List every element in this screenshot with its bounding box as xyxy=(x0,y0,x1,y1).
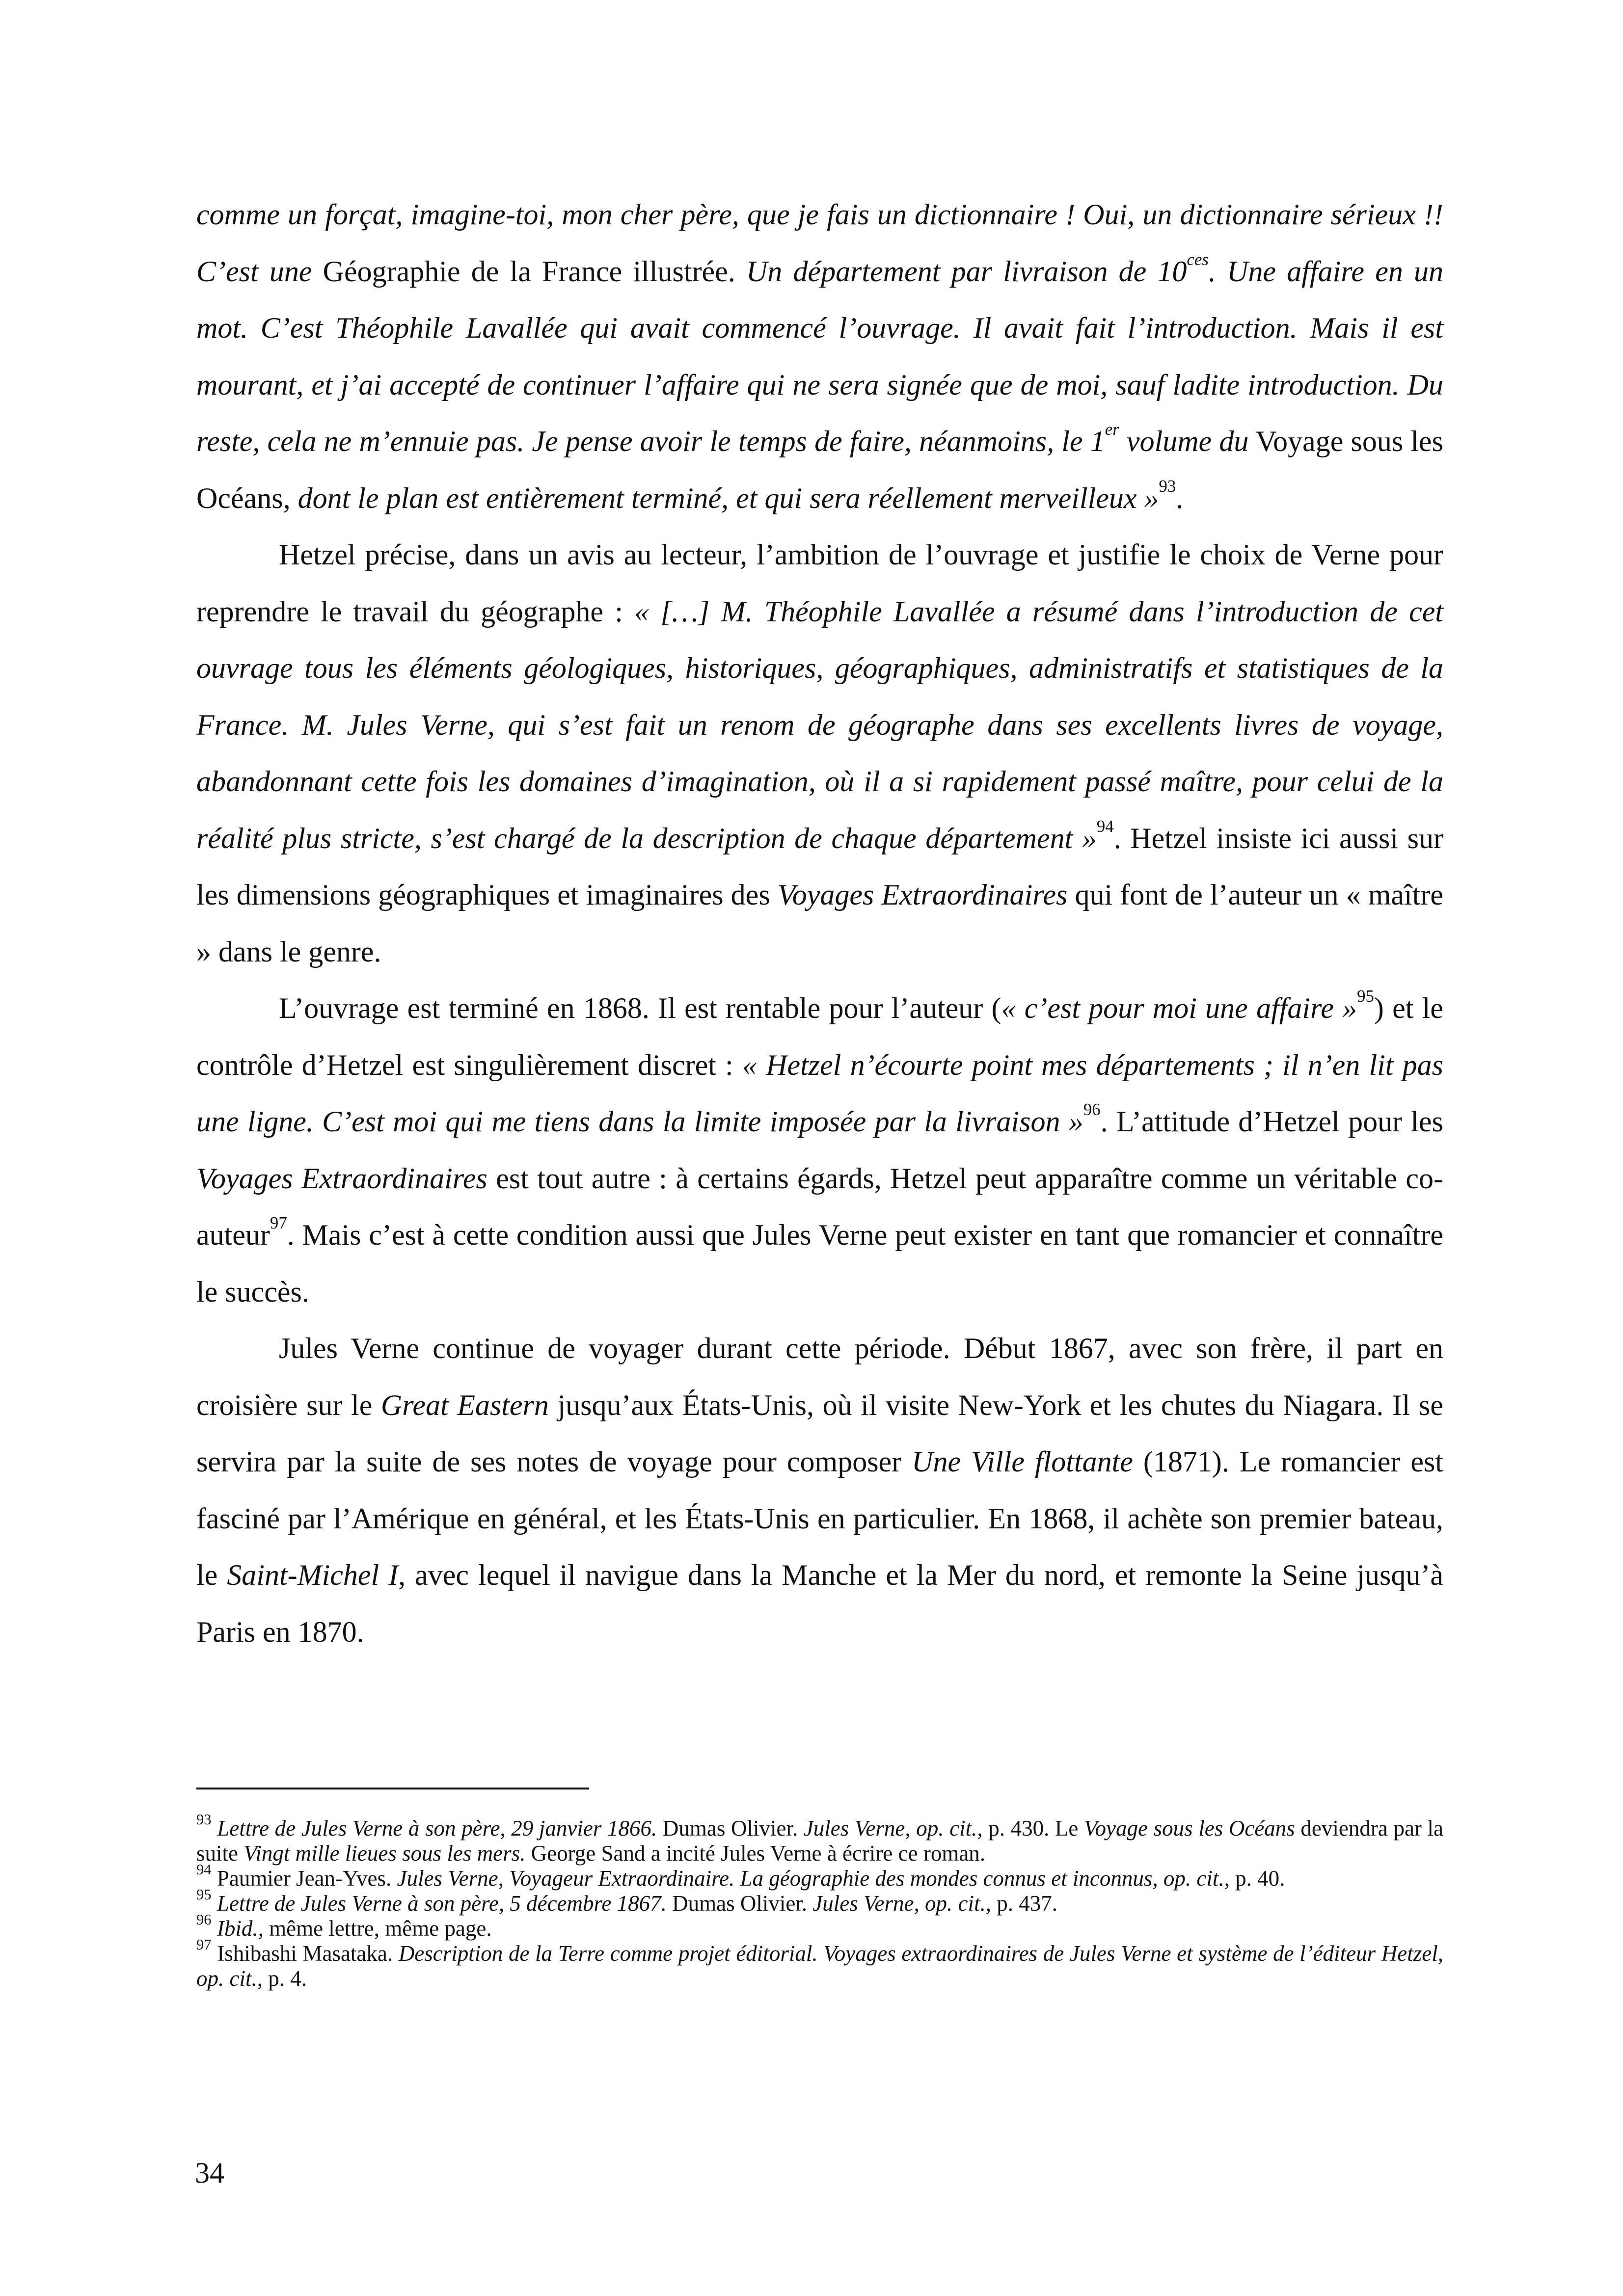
quote-text: . Une affaire en un mot. C’est Théophile Lavallée qui avait commencé l’ouvrage. Il avait fait l’introduction. Mais il est mourant, et j’ai accepté de continuer l’affaire qui ne sera signée que de moi, sauf ladite introduction. Du reste, cela ne m’ennuie pas. Je pense avoir le temps de faire, néanmoins, le 1 xyxy=(196,255,1444,457)
footnote-ref-94[interactable]: 94 xyxy=(1096,816,1114,836)
title-text: Voyages Extraordinaires xyxy=(777,879,1068,911)
footnote-text: p. 430. Le xyxy=(982,1816,1084,1841)
quote-text: « Hetzel n’écourte point mes départements ; il n’en lit pas une ligne. C’est moi qui me tiens dans la limite imposée par la livraison » xyxy=(196,1048,1443,1138)
footnote-separator xyxy=(196,1788,589,1789)
text-run: . Mais c’est à cette condition aussi que Jules Verne peut exister en tant que romancier et connaître le succès. xyxy=(196,1219,1443,1308)
footnote-text: Voyage sous les Océans xyxy=(1084,1816,1295,1841)
paragraph-1 xyxy=(196,187,1443,527)
paragraph-4 xyxy=(196,1320,1443,1660)
footnotes xyxy=(196,1811,1444,1991)
body-text xyxy=(196,187,1443,1660)
title-text: Saint-Michel I xyxy=(227,1559,399,1591)
footnote-text: Lettre de Jules Verne à son père, 5 décembre 1867. xyxy=(211,1891,667,1916)
footnote-text: même lettre, même page. xyxy=(263,1916,492,1941)
title-text: Une Ville flottante xyxy=(912,1445,1133,1478)
title-text: Voyage sous les Océans, xyxy=(196,425,1444,514)
footnote-text: Ishibashi Masataka. xyxy=(211,1941,399,1966)
footnote-text: p. 40. xyxy=(1229,1866,1285,1891)
footnote-text: Lettre de Jules Verne à son père, 29 janvier 1866. xyxy=(211,1816,657,1841)
footnote-text: Description de la Terre comme projet éditorial. Voyages extraordinaires de Jules Verne et système de l’éditeur Hetzel, op. cit., xyxy=(196,1941,1443,1991)
text-run: , avec lequel il navigue dans la Manche et la Mer du nord, et remonte la Seine jusqu’à Paris en 1870. xyxy=(196,1559,1443,1648)
text-run: Jules Verne continue de voyager durant cette période. Début 1867, avec son frère, il part en croisière sur le xyxy=(196,1332,1443,1421)
quote-text: « c’est pour moi une affaire » xyxy=(1001,992,1357,1024)
footnote-number: 94 xyxy=(196,1861,212,1878)
paragraph-3 xyxy=(196,980,1443,1320)
footnote-text: Dumas Olivier. xyxy=(657,1816,804,1841)
footnote-text: George Sand a incité Jules Verne à écrire ce roman. xyxy=(525,1841,986,1866)
title-text: Géographie de la France illustrée. xyxy=(312,255,746,288)
paragraph-2 xyxy=(196,527,1443,980)
footnote-text: Jules Verne, Voyageur Extraordinaire. La géographie des mondes connus et inconnus, op. cit., xyxy=(397,1866,1230,1891)
footnote-93 xyxy=(196,1811,1444,1866)
footnote-text: deviendra par la suite xyxy=(196,1816,1444,1866)
quote-text: comme un forçat, imagine-toi, mon cher père, que je fais un dictionnaire ! Oui, un dictionnaire sérieux !! C’est une xyxy=(196,198,1443,288)
quote-text: Un département par livraison de 10 xyxy=(746,255,1187,288)
text-run: jusqu’aux États-Unis, où il visite New-York et les chutes du Niagara. Il se servira par la suite de ses notes de voyage pour composer xyxy=(196,1388,1443,1478)
title-text: Great Eastern xyxy=(380,1388,549,1421)
footnote-number: 97 xyxy=(196,1936,212,1953)
text-run: . L’attitude d’Hetzel pour les xyxy=(1100,1105,1443,1138)
footnote-text: Paumier Jean-Yves. xyxy=(211,1866,397,1891)
text-run: ) et le contrôle d’Hetzel est singulièrement discret : xyxy=(196,992,1443,1081)
footnote-number: 96 xyxy=(196,1911,212,1928)
footnote-text: Jules Verne, op. cit., xyxy=(812,1891,991,1916)
footnote-number: 95 xyxy=(196,1886,212,1903)
footnote-text: p. 4. xyxy=(262,1966,307,1991)
text-run: L’ouvrage est terminé en 1868. Il est rentable pour l’auteur ( xyxy=(279,992,1001,1024)
text-run: Hetzel précise, dans un avis au lecteur, l’ambition de l’ouvrage et justifie le choix de Verne pour reprendre le travail du géographe : xyxy=(196,538,1443,628)
superscript: er xyxy=(1105,419,1119,439)
footnote-text: Dumas Olivier. xyxy=(666,1891,813,1916)
footnote-text: p. 437. xyxy=(991,1891,1057,1916)
text-run: qui font de l’auteur un « maître » dans le genre. xyxy=(196,879,1444,968)
text-run: est tout autre : à certains égards, Hetzel peut apparaître comme un véritable co-auteur xyxy=(196,1162,1444,1251)
footnote-ref-93[interactable]: 93 xyxy=(1159,476,1176,496)
quote-text: « […] M. Théophile Lavallée a résumé dans l’introduction de cet ouvrage tous les éléments géologiques, historiques, géographiques, administratifs et statistiques de la France. M. Jules Verne, qui s’est fait un renom de géographe dans ses excellents livres de voyage, abandonnant cette fois les domaines d’imagination, où il a si rapidement passé maître, pour celui de la réalité plus stricte, s’est chargé de la description de chaque département » xyxy=(196,595,1443,854)
footnote-97 xyxy=(196,1936,1443,1991)
text-run: . xyxy=(1176,481,1184,514)
footnote-ref-96[interactable]: 96 xyxy=(1083,1099,1101,1119)
footnote-text: Jules Verne, op. cit., xyxy=(803,1816,983,1841)
footnote-96 xyxy=(196,1911,1443,1941)
superscript: ces xyxy=(1187,249,1209,269)
quote-text: volume du xyxy=(1119,425,1249,457)
footnote-ref-95[interactable]: 95 xyxy=(1357,986,1374,1006)
title-text: Voyages Extraordinaires xyxy=(196,1162,487,1195)
footnote-ref-97[interactable]: 97 xyxy=(270,1213,287,1232)
footnote-text: Vingt mille lieues sous les mers. xyxy=(243,1841,526,1866)
quote-text: dont le plan est entièrement terminé, et qui sera réellement merveilleux » xyxy=(298,481,1159,514)
footnote-text: Ibid., xyxy=(211,1916,264,1941)
page-number: 34 xyxy=(195,2157,224,2189)
text-run: . Hetzel insiste ici aussi sur les dimensions géographiques et imaginaires des xyxy=(196,822,1443,911)
footnote-95 xyxy=(196,1886,1443,1916)
footnote-number: 93 xyxy=(196,1811,212,1828)
footnote-94 xyxy=(196,1861,1443,1891)
text-run: (1871). Le romancier est fasciné par l’Amérique en général, et les États-Unis en particulier. En 1868, il achète son premier bateau, le xyxy=(196,1445,1443,1591)
